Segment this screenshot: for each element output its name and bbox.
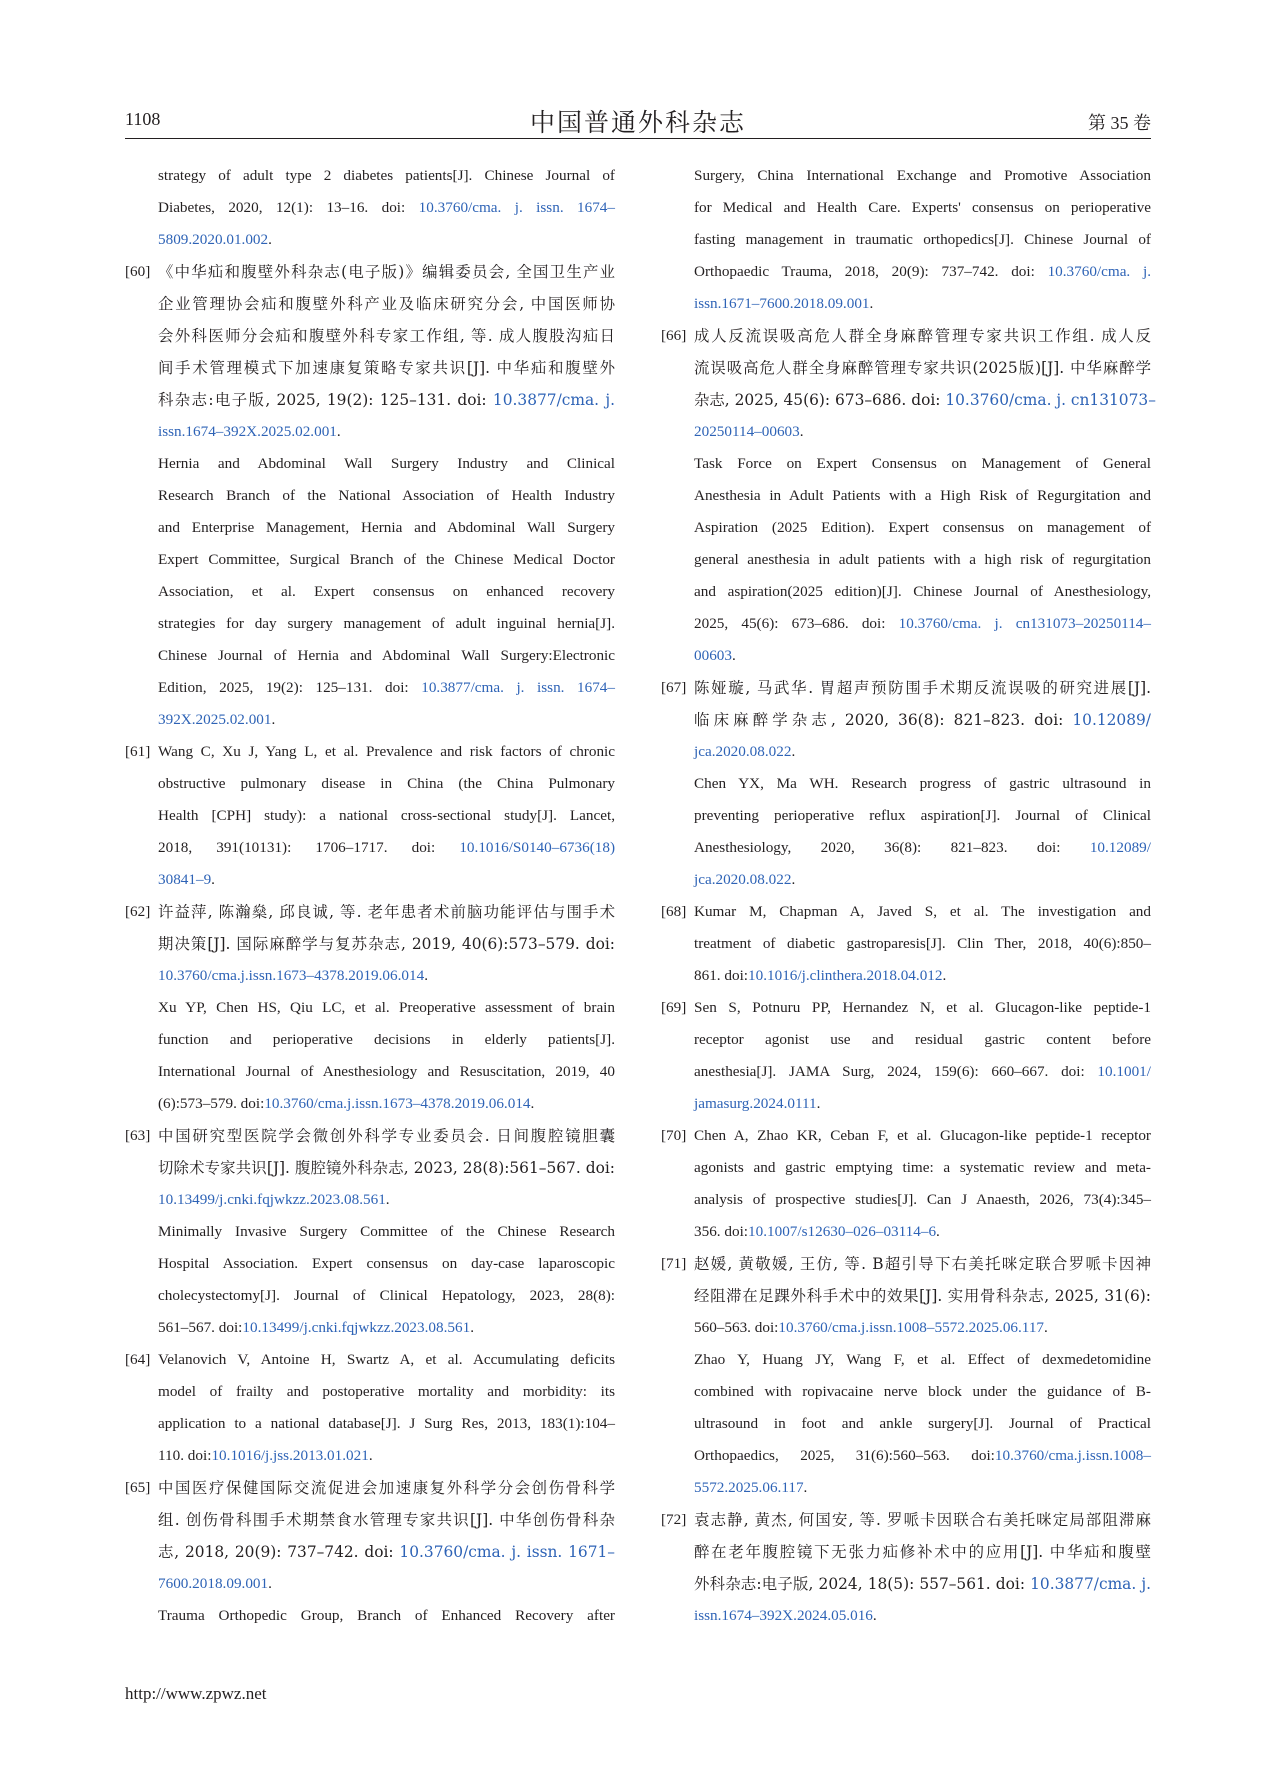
reference-line — [694, 864, 1151, 896]
doi-link[interactable]: 10.1016/S0140–6736(18) — [459, 839, 615, 856]
reference-line — [158, 1248, 615, 1280]
reference-line — [158, 1344, 615, 1376]
citation-text: 356. doi: — [694, 1223, 749, 1240]
reference-line — [158, 160, 615, 192]
reference-number: [68] — [661, 903, 687, 920]
citation-text: Health [CPH] study): a national cross-sectional study[J]. Lancet, — [158, 807, 615, 824]
citation-text: Research Branch of the National Association of Health Industry — [158, 487, 615, 504]
trailing-punctuation: . — [942, 967, 947, 984]
trailing-punctuation: . — [268, 231, 272, 248]
reference-line — [158, 1376, 615, 1408]
trailing-punctuation: . — [731, 647, 736, 664]
reference-line — [694, 608, 1151, 640]
doi-link[interactable]: 7600.2018.09.001 — [158, 1575, 269, 1592]
reference-line — [158, 736, 615, 768]
reference-line — [694, 992, 1151, 1024]
references-left-column — [125, 160, 615, 1632]
reference-line — [694, 896, 1151, 928]
trailing-punctuation: . — [791, 871, 796, 888]
citation-text: (6):573–579. doi: — [158, 1095, 265, 1112]
citation-text: Expert Committee, Surgical Branch of the Chinese Medical Doctor — [158, 551, 615, 568]
citation-text: Xu YP, Chen HS, Qiu LC, et al. Preoperative assessment of brain — [158, 999, 615, 1016]
trailing-punctuation: . — [816, 1095, 821, 1112]
reference-line — [158, 992, 615, 1024]
reference-line — [158, 1280, 615, 1312]
citation-text: anesthesia[J]. JAMA Surg, 2024, 159(6): 660–667. doi: — [694, 1063, 1098, 1080]
citation-text: 临床麻醉学杂志, 2020, 36(8): 821–823. doi: — [694, 711, 1073, 729]
doi-link[interactable]: issn.1671–7600.2018.09.001 — [694, 295, 870, 312]
citation-text: general anesthesia in adult patients with a high risk of regurgitation — [694, 551, 1151, 568]
reference-line — [694, 1472, 1151, 1504]
reference-entry — [661, 896, 1151, 992]
reference-line — [694, 928, 1151, 960]
reference-line — [158, 832, 615, 864]
reference-line — [158, 800, 615, 832]
doi-link[interactable]: 10.3760/cma. j. cn131073–20250114– — [898, 615, 1151, 632]
doi-link[interactable]: issn.1674–392X.2024.05.016 — [694, 1607, 873, 1624]
citation-text: agonists and gastric emptying time: a systematic review and meta- — [694, 1159, 1151, 1176]
doi-link[interactable]: 10.1016/j.jss.2013.01.021 — [211, 1447, 369, 1464]
reference-line — [158, 352, 615, 384]
citation-text: 志, 2018, 20(9): 737–742. doi: — [158, 1543, 400, 1561]
reference-line — [694, 768, 1151, 800]
citation-text: Zhao Y, Huang JY, Wang F, et al. Effect of dexmedetomidine — [694, 1351, 1151, 1368]
reference-line — [694, 192, 1151, 224]
citation-text: 中国研究型医院学会微创外科学专业委员会. 日间腹腔镜胆囊 — [158, 1127, 615, 1145]
trailing-punctuation: . — [424, 967, 428, 984]
trailing-punctuation: . — [936, 1223, 940, 1240]
reference-line — [694, 256, 1151, 288]
reference-line — [158, 928, 615, 960]
reference-number: [62] — [125, 903, 151, 920]
reference-line — [694, 1120, 1151, 1152]
reference-line — [158, 768, 615, 800]
reference-line — [158, 448, 615, 480]
doi-link[interactable]: jca.2020.08.022 — [694, 871, 792, 888]
citation-text: 企业管理协会疝和腹壁外科产业及临床研究分会, 中国医师协 — [158, 295, 615, 313]
doi-link[interactable]: 10.3760/cma.j.issn.1673–4378.2019.06.014 — [158, 967, 425, 984]
trailing-punctuation: . — [470, 1319, 474, 1336]
reference-line — [694, 544, 1151, 576]
reference-line — [694, 1344, 1151, 1376]
citation-text: 成人反流误吸高危人群全身麻醉管理专家共识工作组. 成人反 — [694, 327, 1151, 345]
citation-text: International Journal of Anesthesiology and Resuscitation, 2019, 40 — [158, 1063, 615, 1080]
reference-entry — [661, 1120, 1151, 1248]
doi-link[interactable]: 10.3877/cma. j. — [1030, 1575, 1151, 1593]
reference-line — [158, 384, 615, 416]
reference-line — [694, 832, 1151, 864]
doi-link[interactable]: 10.3877/cma. j. — [492, 391, 615, 409]
citation-text: model of frailty and postoperative mortality and morbidity: its — [158, 1383, 615, 1400]
doi-link[interactable]: 10.1001/ — [1097, 1063, 1151, 1080]
reference-line — [158, 576, 615, 608]
trailing-punctuation: . — [385, 1191, 390, 1208]
citation-text: Edition, 2025, 19(2): 125–131. doi: — [158, 679, 422, 696]
reference-line — [694, 512, 1151, 544]
reference-line — [694, 1184, 1151, 1216]
reference-entry — [661, 320, 1156, 672]
reference-line — [158, 1088, 615, 1120]
citation-text: application to a national database[J]. J Surg Res, 2013, 183(1):104– — [158, 1415, 615, 1432]
reference-entry — [125, 256, 615, 736]
reference-line — [158, 288, 615, 320]
reference-line — [158, 544, 615, 576]
citation-text: Kumar M, Chapman A, Javed S, et al. The investigation and — [694, 903, 1151, 920]
trailing-punctuation: . — [368, 1447, 373, 1464]
doi-link[interactable]: 20250114–00603 — [694, 423, 800, 440]
citation-text: 2025, 45(6): 673–686. doi: — [694, 615, 899, 632]
doi-link[interactable]: 10.13499/j.cnki.fqjwkzz.2023.08.561 — [242, 1319, 471, 1336]
volume-label: 第 35 卷 — [1088, 113, 1151, 133]
doi-link[interactable]: 10.1016/j.clinthera.2018.04.012 — [748, 967, 943, 984]
citation-text: 561–567. doi: — [158, 1319, 243, 1336]
citation-text: Velanovich V, Antoine H, Swartz A, et al. Accumulating deficits — [158, 1351, 615, 1368]
citation-text: Association, et al. Expert consensus on enhanced recovery — [158, 583, 615, 600]
reference-number: [72] — [661, 1511, 687, 1528]
reference-number: [61] — [125, 743, 151, 760]
reference-line — [694, 224, 1151, 256]
trailing-punctuation: . — [803, 1479, 808, 1496]
reference-line — [694, 1216, 1151, 1248]
citation-text: 袁志静, 黄杰, 何国安, 等. 罗哌卡因联合右美托咪定局部阻滞麻 — [694, 1511, 1151, 1529]
reference-line — [158, 480, 615, 512]
doi-link[interactable]: 10.3760/cma. j. — [1047, 263, 1151, 280]
citation-text: combined with ropivacaine nerve block under the guidance of B- — [694, 1383, 1151, 1400]
trailing-punctuation: . — [872, 1607, 877, 1624]
reference-line — [158, 192, 615, 224]
citation-text: Task Force on Expert Consensus on Management of General — [694, 455, 1151, 472]
citation-text: 2018, 391(10131): 1706–1717. doi: — [158, 839, 460, 856]
citation-text: 期决策[J]. 国际麻醉学与复苏杂志, 2019, 40(6):573–579. doi: — [158, 935, 615, 953]
citation-text: Orthopaedics, 2025, 31(6):560–563. doi: — [694, 1447, 995, 1464]
doi-link[interactable]: jca.2020.08.022 — [694, 743, 792, 760]
doi-link[interactable]: 10.13499/j.cnki.fqjwkzz.2023.08.561 — [158, 1191, 386, 1208]
reference-line — [158, 320, 615, 352]
citation-text: 科杂志:电子版, 2025, 19(2): 125–131. doi: — [158, 391, 493, 409]
citation-text: 许益萍, 陈瀚燊, 邱良诚, 等. 老年患者术前脑功能评估与围手术 — [158, 903, 615, 921]
reference-number: [69] — [661, 999, 687, 1016]
reference-line — [158, 672, 615, 704]
citation-text: Chen YX, Ma WH. Research progress of gastric ultrasound in — [694, 775, 1151, 792]
citation-text: Chen A, Zhao KR, Ceban F, et al. Glucagon-like peptide-1 receptor — [694, 1127, 1151, 1144]
reference-line — [694, 288, 1151, 320]
reference-line — [158, 224, 615, 256]
reference-line — [158, 1568, 615, 1600]
reference-entry — [125, 1344, 615, 1472]
citation-text: Hernia and Abdominal Wall Surgery Industry and Clinical — [158, 455, 615, 472]
reference-line — [694, 576, 1151, 608]
reference-number: [60] — [125, 263, 151, 280]
reference-line — [694, 448, 1151, 480]
reference-line — [694, 1440, 1151, 1472]
reference-line — [158, 1184, 615, 1216]
citation-text: Trauma Orthopedic Group, Branch of Enhanced Recovery after — [158, 1607, 615, 1624]
trailing-punctuation: . — [271, 711, 276, 728]
reference-line — [158, 1312, 615, 1344]
reference-line — [694, 1152, 1151, 1184]
reference-line — [158, 896, 615, 928]
citation-text: strategy of adult type 2 diabetes patients[J]. Chinese Journal of — [158, 167, 615, 184]
reference-line — [158, 416, 615, 448]
citation-text: for Medical and Health Care. Experts' consensus on perioperative — [694, 199, 1151, 216]
reference-line — [158, 1120, 615, 1152]
reference-line — [694, 1312, 1151, 1344]
citation-text: function and perioperative decisions in elderly patients[J]. — [158, 1031, 615, 1048]
reference-line — [694, 1056, 1151, 1088]
citation-text: and Enterprise Management, Hernia and Abdominal Wall Surgery — [158, 519, 615, 536]
doi-link[interactable]: 10.3760/cma. j. cn131073– — [945, 391, 1156, 409]
reference-line — [158, 1600, 615, 1632]
reference-line — [158, 512, 615, 544]
doi-link[interactable]: 10.1007/s12630–026–03114–6 — [748, 1223, 937, 1240]
reference-line — [694, 704, 1151, 736]
citation-text: receptor agonist use and residual gastric content before — [694, 1031, 1151, 1048]
citation-text: 流误吸高危人群全身麻醉管理专家共识(2025版)[J]. 中华麻醉学 — [694, 359, 1151, 377]
reference-entry — [125, 1472, 615, 1632]
doi-link[interactable]: 10.3877/cma. j. issn. 1674– — [421, 679, 615, 696]
header-divider — [125, 138, 1151, 139]
reference-line — [158, 640, 615, 672]
reference-line — [158, 1152, 615, 1184]
page-number: 1108 — [125, 109, 161, 129]
reference-entry — [661, 1504, 1151, 1632]
citation-text: 会外科医师分会疝和腹壁外科专家工作组, 等. 成人腹股沟疝日 — [158, 327, 615, 345]
citation-text: 《中华疝和腹壁外科杂志(电子版)》编辑委员会, 全国卫生产业 — [158, 263, 615, 281]
citation-text: 赵媛, 黄敬媛, 王仿, 等. B超引导下右美托咪定联合罗哌卡因神 — [694, 1255, 1151, 1273]
doi-link[interactable]: 10.3760/cma.j.issn.1673–4378.2019.06.014 — [264, 1095, 531, 1112]
trailing-punctuation: . — [211, 871, 215, 888]
trailing-punctuation: . — [799, 423, 804, 440]
citation-text: 醉在老年腹腔镜下无张力疝修补术中的应用[J]. 中华疝和腹壁 — [694, 1543, 1151, 1561]
doi-link[interactable]: 10.3760/cma. j. issn. 1674– — [418, 199, 615, 216]
references-right-column — [661, 160, 1156, 1632]
doi-link[interactable]: 10.3760/cma.j.issn.1008–5572.2025.06.117 — [778, 1319, 1045, 1336]
citation-text: 中国医疗保健国际交流促进会加速康复外科学分会创伤骨科学 — [158, 1479, 615, 1497]
reference-number: [70] — [661, 1127, 687, 1144]
reference-line — [694, 416, 1151, 448]
doi-link[interactable]: 5809.2020.01.002 — [158, 231, 269, 248]
reference-line — [694, 320, 1151, 352]
trailing-punctuation: . — [1044, 1319, 1048, 1336]
citation-text: treatment of diabetic gastroparesis[J]. Clin Ther, 2018, 40(6):850– — [694, 935, 1151, 952]
reference-number: [66] — [661, 327, 687, 344]
doi-link[interactable]: 10.3760/cma. j. issn. 1671– — [399, 1543, 615, 1561]
doi-link[interactable]: 5572.2025.06.117 — [694, 1479, 804, 1496]
reference-entry — [125, 160, 615, 256]
citation-text: preventing perioperative reflux aspiration[J]. Journal of Clinical — [694, 807, 1151, 824]
citation-text: analysis of prospective studies[J]. Can J Anaesth, 2026, 73(4):345– — [694, 1191, 1151, 1208]
trailing-punctuation: . — [268, 1575, 272, 1592]
reference-number: [64] — [125, 1351, 151, 1368]
citation-text: 经阻滞在足踝外科手术中的效果[J]. 实用骨科杂志, 2025, 31(6): — [694, 1287, 1151, 1305]
reference-line — [694, 1280, 1151, 1312]
citation-text: 间手术管理模式下加速康复策略专家共识[J]. 中华疝和腹壁外 — [158, 359, 615, 377]
reference-line — [694, 1376, 1151, 1408]
reference-line — [694, 1568, 1151, 1600]
reference-line — [158, 960, 615, 992]
journal-title: 中国普通外科杂志 — [529, 108, 746, 137]
citation-text: Hospital Association. Expert consensus on day-case laparoscopic — [158, 1255, 615, 1272]
citation-text: Diabetes, 2020, 12(1): 13–16. doi: — [158, 199, 419, 216]
reference-line — [694, 1504, 1151, 1536]
citation-text: Chinese Journal of Hernia and Abdominal Wall Surgery:Electronic — [158, 647, 615, 664]
reference-line — [694, 352, 1151, 384]
reference-line — [158, 1024, 615, 1056]
reference-entry — [125, 736, 615, 896]
reference-line — [694, 1088, 1151, 1120]
reference-number: [67] — [661, 679, 687, 696]
reference-number: [63] — [125, 1127, 151, 1144]
reference-entry — [661, 160, 1151, 320]
trailing-punctuation: . — [869, 295, 874, 312]
doi-link[interactable]: issn.1674–392X.2025.02.001 — [158, 423, 337, 440]
reference-line — [694, 800, 1151, 832]
doi-link[interactable]: 30841–9 — [158, 871, 212, 888]
reference-entry — [661, 1248, 1151, 1504]
doi-link[interactable]: 10.3760/cma.j.issn.1008– — [994, 1447, 1151, 1464]
reference-line — [694, 1408, 1151, 1440]
reference-line — [158, 1216, 615, 1248]
reference-line — [694, 1024, 1151, 1056]
reference-line — [158, 256, 615, 288]
reference-line — [694, 480, 1151, 512]
reference-line — [694, 1536, 1151, 1568]
reference-line — [694, 1248, 1151, 1280]
reference-line — [158, 864, 615, 896]
reference-line — [158, 1440, 615, 1472]
citation-text: Orthopaedic Trauma, 2018, 20(9): 737–742. doi: — [694, 263, 1048, 280]
reference-entry — [661, 672, 1151, 896]
reference-line — [158, 1408, 615, 1440]
citation-text: 560–563. doi: — [694, 1319, 779, 1336]
reference-entry — [125, 1120, 615, 1344]
doi-link[interactable]: 10.12089/ — [1089, 839, 1151, 856]
citation-text: strategies for day surgery management of adult inguinal hernia[J]. — [158, 615, 615, 632]
doi-link[interactable]: 10.12089/ — [1072, 711, 1151, 729]
reference-entry — [125, 896, 615, 1120]
reference-line — [158, 1504, 615, 1536]
citation-text: Anesthesiology, 2020, 36(8): 821–823. doi: — [694, 839, 1090, 856]
citation-text: and aspiration(2025 edition)[J]. Chinese Journal of Anesthesiology, — [694, 583, 1151, 600]
citation-text: Aspiration (2025 Edition). Expert consensus on management of — [694, 519, 1151, 536]
doi-link[interactable]: jamasurg.2024.0111 — [694, 1095, 817, 1112]
reference-line — [694, 672, 1151, 704]
doi-link[interactable]: 00603 — [694, 647, 732, 664]
citation-text: Sen S, Potnuru PP, Hernandez N, et al. Glucagon-like peptide-1 — [694, 999, 1151, 1016]
reference-number: [71] — [661, 1255, 687, 1272]
citation-text: 861. doi: — [694, 967, 749, 984]
reference-line — [694, 384, 1156, 416]
reference-line — [694, 736, 1151, 768]
reference-line — [158, 704, 615, 736]
reference-number: [65] — [125, 1479, 151, 1496]
citation-text: Wang C, Xu J, Yang L, et al. Prevalence and risk factors of chronic — [158, 743, 615, 760]
reference-line — [694, 640, 1151, 672]
reference-line — [694, 160, 1151, 192]
reference-line — [694, 960, 1151, 992]
citation-text: ultrasound in foot and ankle surgery[J]. Journal of Practical — [694, 1415, 1151, 1432]
reference-line — [158, 1536, 615, 1568]
footer-url[interactable]: http://www.zpwz.net — [125, 1684, 267, 1703]
reference-line — [694, 1600, 1151, 1632]
trailing-punctuation: . — [530, 1095, 535, 1112]
citation-text: Surgery, China International Exchange and Promotive Association — [694, 167, 1151, 184]
trailing-punctuation: . — [336, 423, 341, 440]
citation-text: 杂志, 2025, 45(6): 673–686. doi: — [694, 391, 946, 409]
reference-entry — [661, 992, 1151, 1120]
reference-line — [158, 608, 615, 640]
citation-text: Minimally Invasive Surgery Committee of the Chinese Research — [158, 1223, 615, 1240]
citation-text: 外科杂志:电子版, 2024, 18(5): 557–561. doi: — [694, 1575, 1031, 1593]
citation-text: fasting management in traumatic orthopedics[J]. Chinese Journal of — [694, 231, 1151, 248]
citation-text: 110. doi: — [158, 1447, 212, 1464]
citation-text: 组. 创伤骨科围手术期禁食水管理专家共识[J]. 中华创伤骨科杂 — [158, 1511, 615, 1529]
doi-link[interactable]: 392X.2025.02.001 — [158, 711, 272, 728]
reference-line — [158, 1056, 615, 1088]
trailing-punctuation: . — [791, 743, 796, 760]
citation-text: Anesthesia in Adult Patients with a High Risk of Regurgitation and — [694, 487, 1151, 504]
citation-text: cholecystectomy[J]. Journal of Clinical Hepatology, 2023, 28(8): — [158, 1287, 615, 1304]
reference-line — [158, 1472, 615, 1504]
citation-text: 切除术专家共识[J]. 腹腔镜外科杂志, 2023, 28(8):561–567. doi: — [158, 1159, 615, 1177]
citation-text: 陈娅璇, 马武华. 胃超声预防围手术期反流误吸的研究进展[J]. — [694, 679, 1151, 697]
citation-text: obstructive pulmonary disease in China (the China Pulmonary — [158, 775, 615, 792]
